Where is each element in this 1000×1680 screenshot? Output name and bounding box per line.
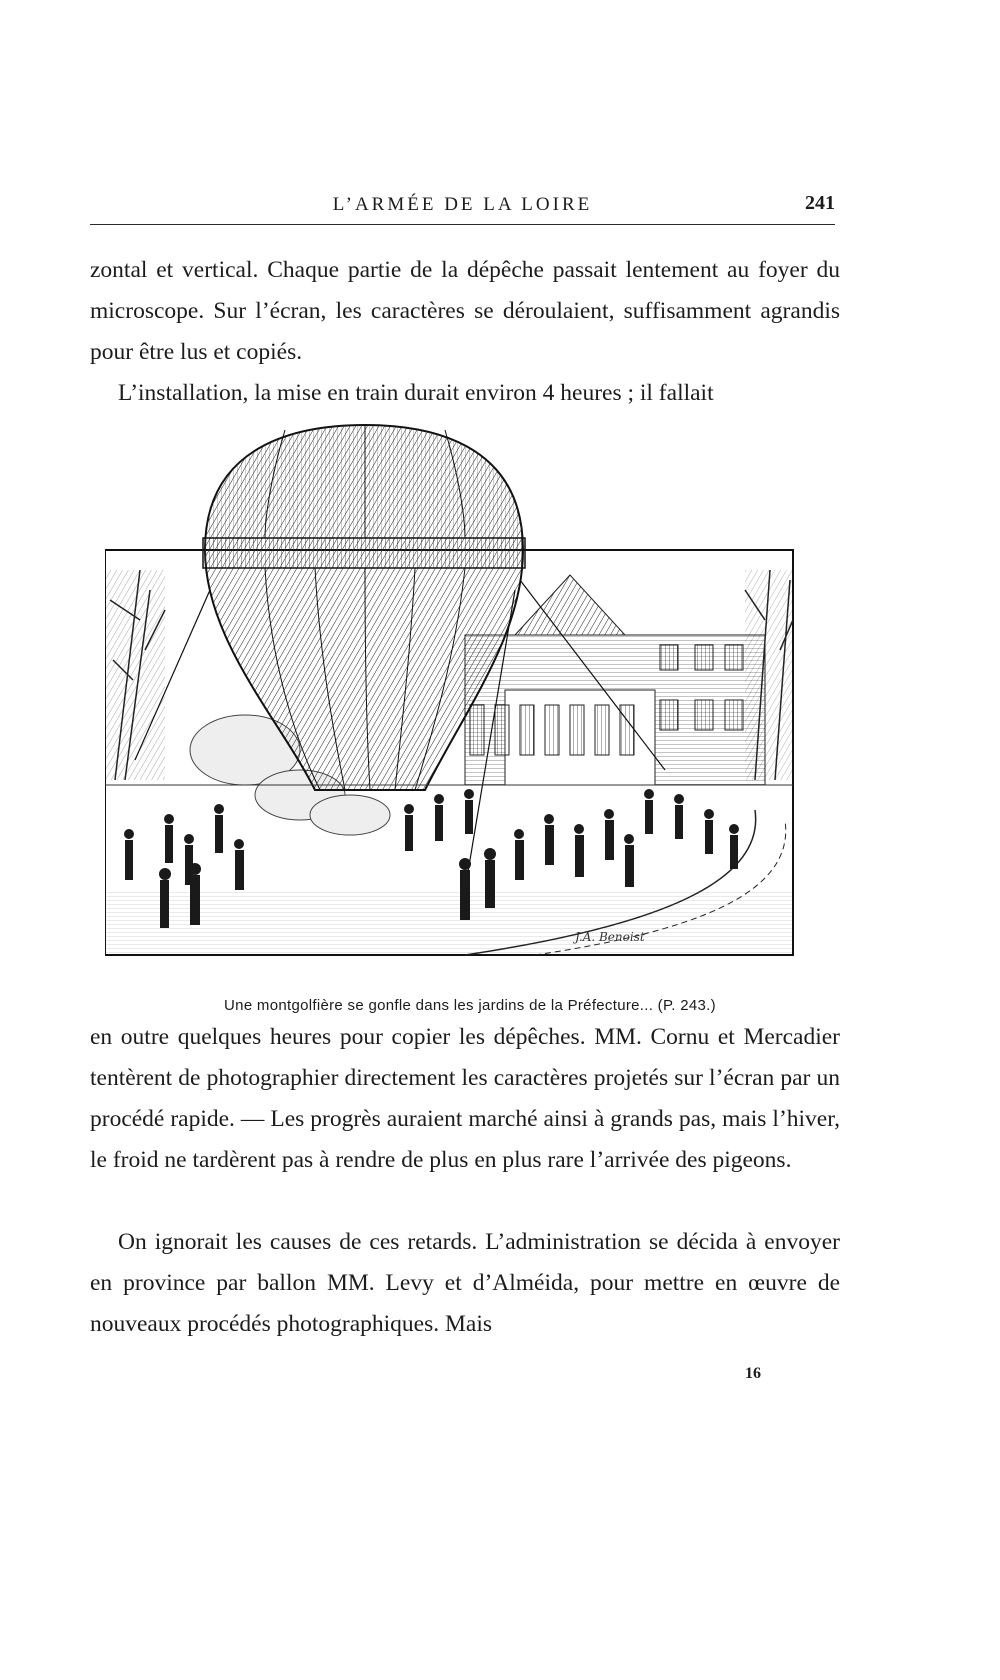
figure-caption: Une montgolfière se gonfle dans les jardins de la Préfecture... (P. 243.) — [224, 997, 716, 1014]
garden-ground — [105, 785, 793, 955]
signature-mark: 16 — [745, 1365, 761, 1382]
running-head — [90, 180, 835, 225]
paragraph-copying: en outre quelques heures pour copier les dépêches. MM. Cornu et Mercadier tentèrent de photographier directement les caractères projetés sur l’écran par un procédé rapide. — Les progrès auraient marché ainsi à grands pas, mais l’hiver, le froid ne tardèrent pas à rendre de plus en plus rare l’arrivée des pigeons. — [90, 1024, 840, 1173]
running-title: L’ARMÉE DE LA LOIRE — [332, 194, 593, 215]
balloon-illustration — [105, 420, 845, 1000]
page-number: 241 — [805, 192, 835, 214]
artist-signature: J.A. Benoist — [575, 930, 645, 944]
paragraph-installation: L’installation, la mise en train durait environ 4 heures ; il fallait — [118, 380, 714, 406]
paragraph-balloon-mission: On ignorait les causes de ces retards. L’administration se décida à envoyer en province par ballon MM. Levy et d’Alméida, pour mettre en œuvre de nouveaux procédés photographiques. Mais — [90, 1229, 840, 1337]
paragraph-continued: zontal et vertical. Chaque partie de la dépêche passait lentement au foyer du microscope. Sur l’écran, les caractères se déroulaient, suffisamment agrandis pour être lus et copiés. — [90, 257, 840, 365]
